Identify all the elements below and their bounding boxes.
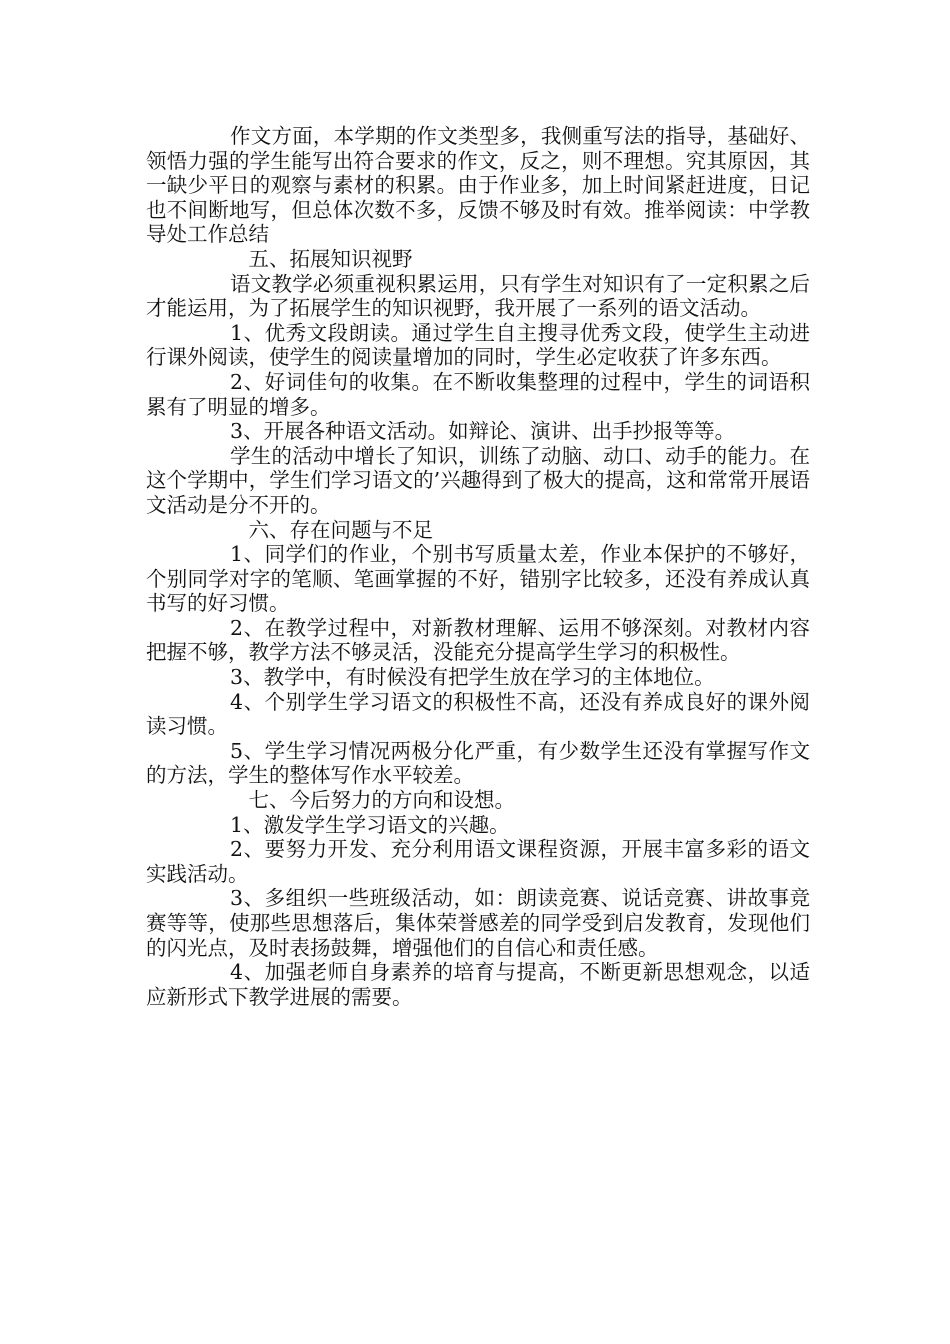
list-item-future-4: 4、加强老师自身素养的培育与提高，不断更新思想观念，以适应新形式下教学进展的需要。	[146, 960, 810, 1009]
list-item-future-3: 3、多组织一些班级活动，如：朗读竞赛、说话竞赛、讲故事竞赛等等，使那些思想落后，集体荣誉感差的同学受到启发教育，发现他们的闪光点，及时表扬鼓舞，增强他们的自信心和责任感。	[146, 886, 810, 960]
list-item-problem-3: 3、教学中，有时候没有把学生放在学习的主体地位。	[230, 665, 715, 690]
section-heading-problems: 六、存在问题与不足	[248, 517, 433, 542]
list-item-collection: 2、好词佳句的收集。在不断收集整理的过程中，学生的词语积累有了明显的增多。	[146, 369, 810, 419]
list-item-future-1: 1、激发学生学习语文的兴趣。	[230, 812, 510, 837]
list-item-problem-5: 5、学生学习情况两极分化严重，有少数学生还没有掌握写作文的方法，学生的整体写作水平较差。	[146, 738, 810, 788]
list-item-future-2: 2、要努力开发、充分利用语文课程资源，开展丰富多彩的语文实践活动。	[146, 837, 810, 886]
document-body	[146, 124, 810, 1009]
list-item-problem-4: 4、个别学生学习语文的积极性不高，还没有养成良好的课外阅读习惯。	[146, 689, 810, 739]
section-heading-expand-knowledge: 五、拓展知识视野	[248, 246, 413, 271]
paragraph-activity-results: 学生的活动中增长了知识，训练了动脑、动口、动手的能力。在这个学期中，学生们学习语文的’兴趣得到了极大的提高，这和常常开展语文活动是分不开的。	[146, 443, 810, 517]
section-heading-future: 七、今后努力的方向和设想。	[248, 788, 515, 813]
list-item-activities: 3、开展各种语文活动。如辩论、演讲、出手抄报等等。	[230, 419, 736, 444]
list-item-reading: 1、优秀文段朗读。通过学生自主搜寻优秀文段，使学生主动进行课外阅读，使学生的阅读量增加的同时，学生必定收获了许多东西。	[146, 320, 810, 370]
paragraph-accumulation: 语文教学必须重视积累运用，只有学生对知识有了一定积累之后才能运用，为了拓展学生的知识视野，我开展了一系列的语文活动。	[146, 271, 810, 321]
paragraph-composition: 作文方面，本学期的作文类型多，我侧重写法的指导，基础好、领悟力强的学生能写出符合要求的作文，反之，则不理想。究其原因，其一缺少平日的观察与素材的积累。由于作业多，加上时间紧赶进度，日记也不间断地写，但总体次数不多，反馈不够及时有效。推举阅读：中学教导处工作总结	[146, 124, 810, 247]
list-item-problem-2: 2、在教学过程中，对新教材理解、运用不够深刻。对教材内容把握不够，教学方法不够灵活，没能充分提高学生学习的积极性。	[146, 615, 810, 665]
list-item-problem-1: 1、同学们的作业，个别书写质量太差，作业本保护的不够好，个别同学对字的笔顺、笔画掌握的不好，错别字比较多，还没有养成认真书写的好习惯。	[146, 542, 810, 616]
